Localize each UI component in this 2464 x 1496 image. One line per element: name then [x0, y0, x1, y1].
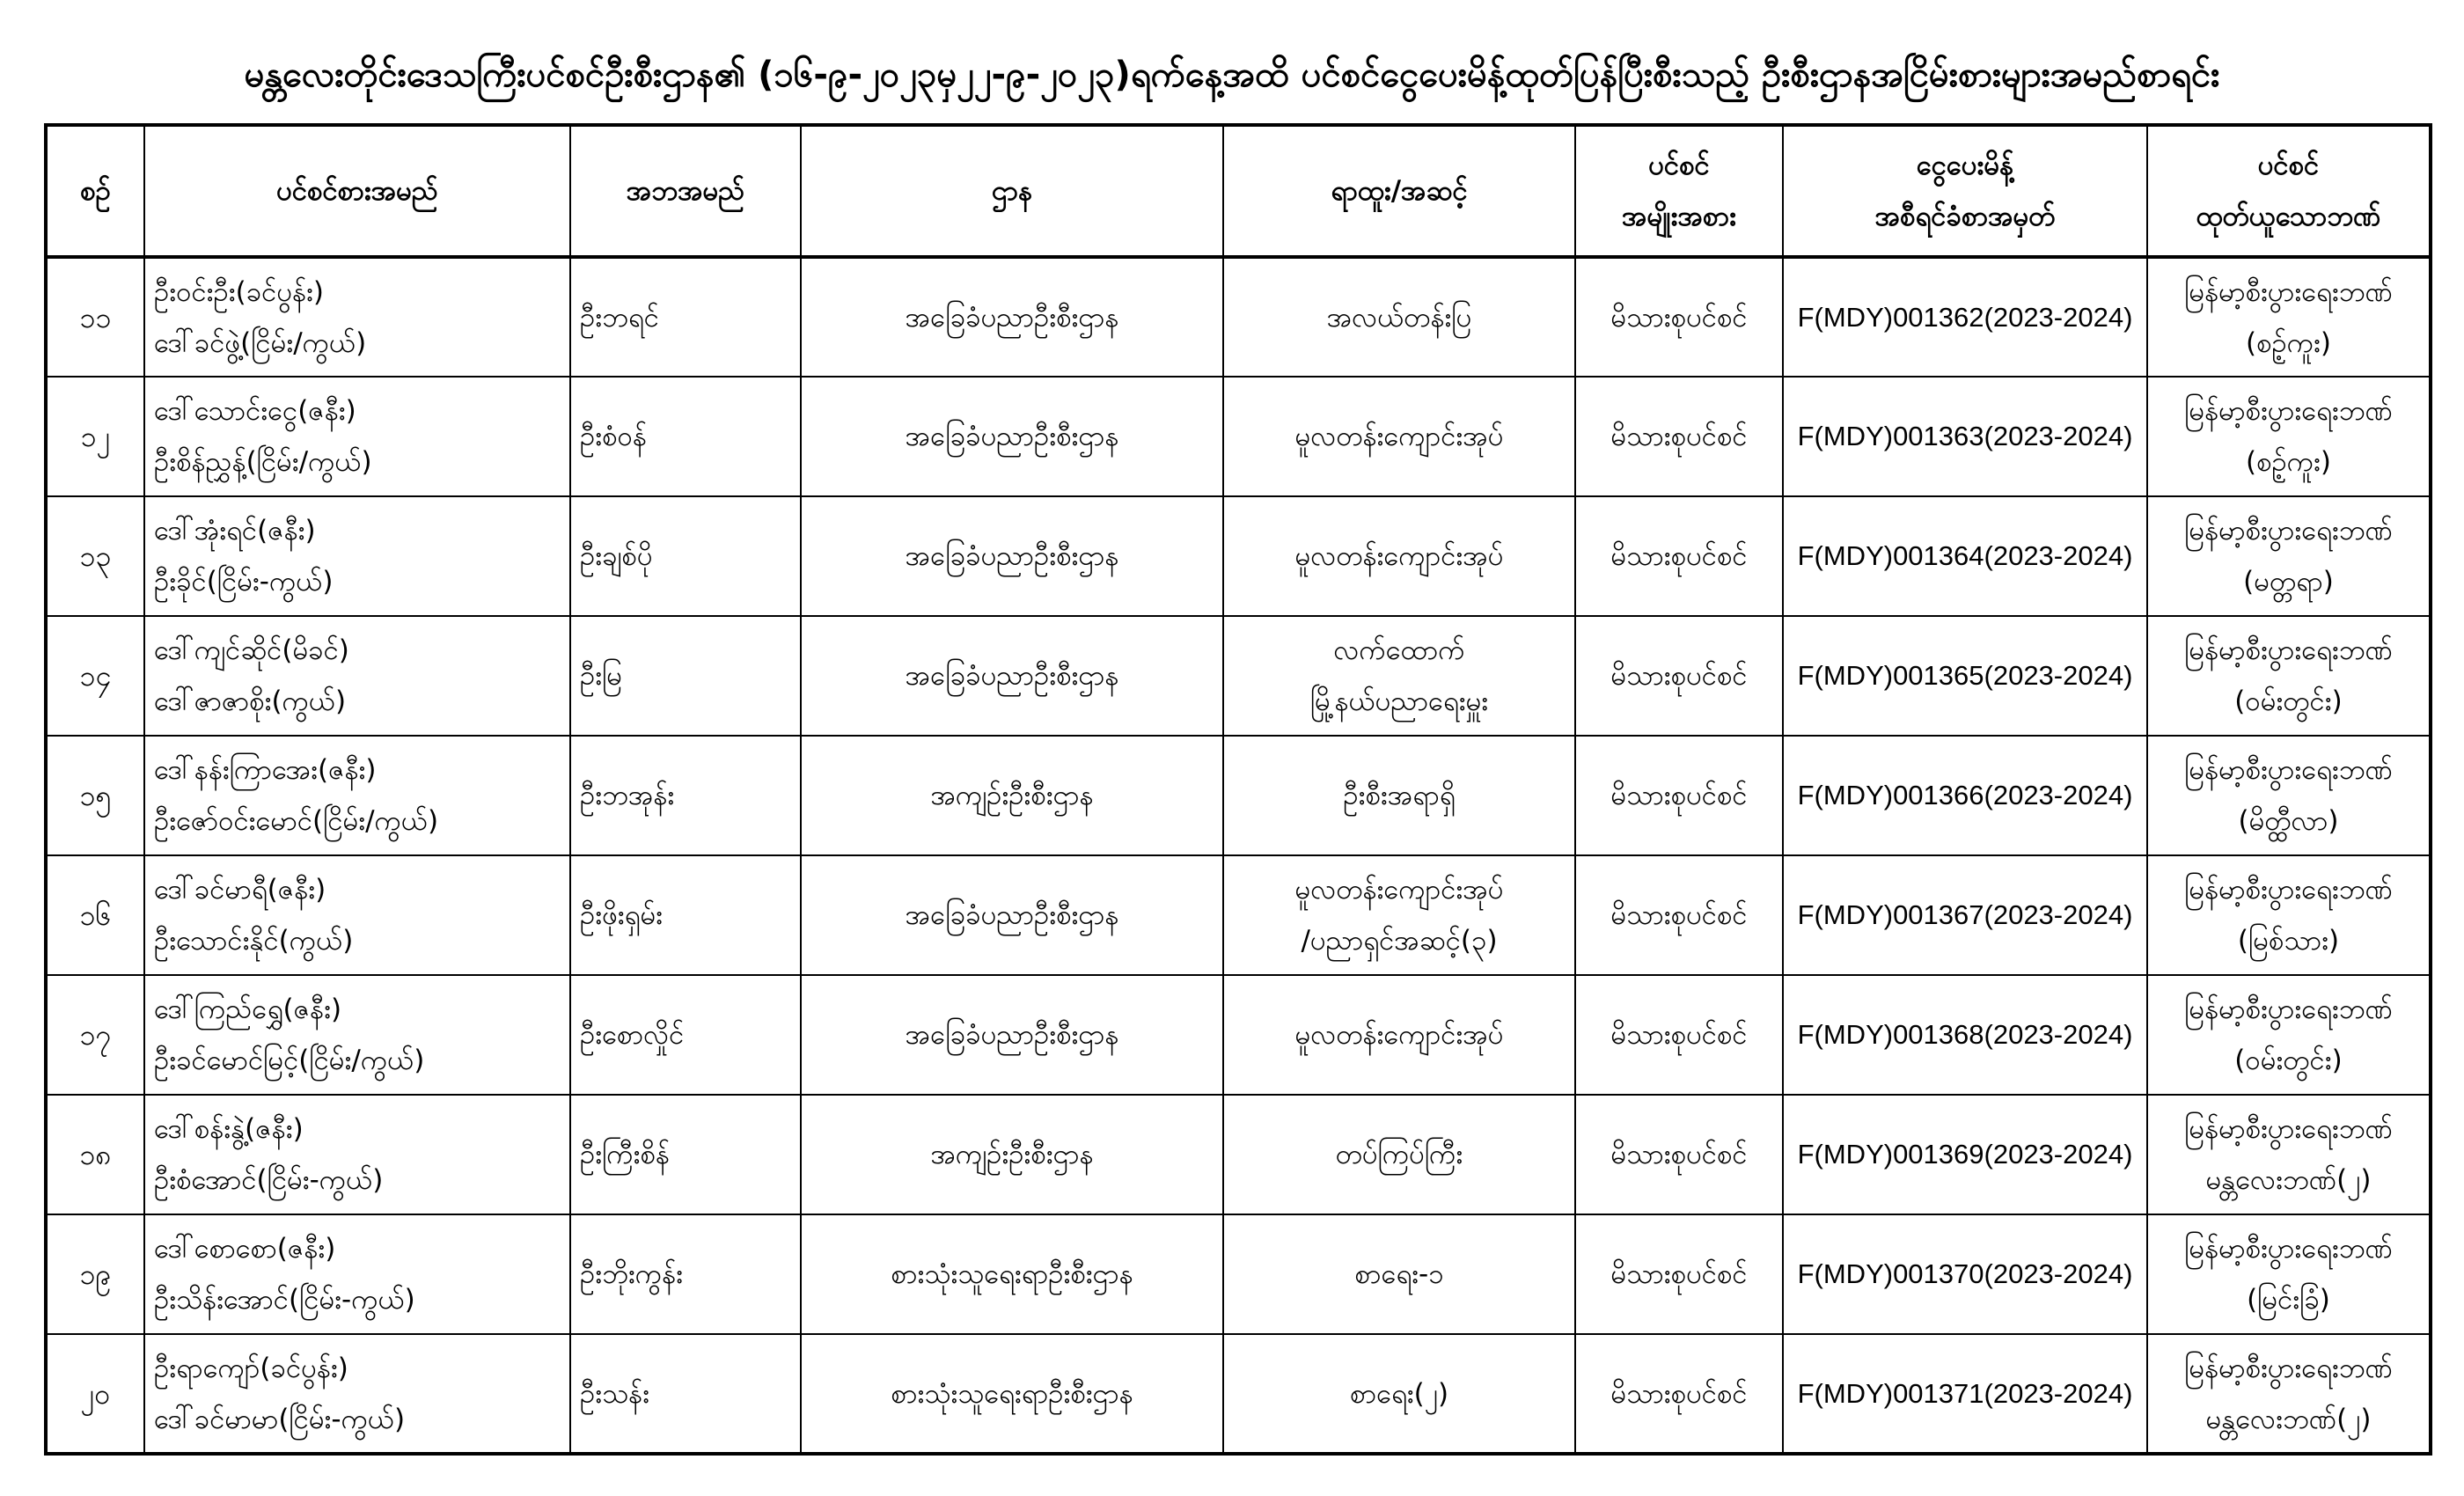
cell-text: စားသုံးသူရေးရာဦးစီးဌာန [891, 1258, 1133, 1290]
pensioner-name-cell [144, 736, 570, 855]
cell-text: ဦးခင်မောင်မြင့်(ငြိမ်း/ကွယ်) [154, 1045, 425, 1076]
position-cell [1223, 1095, 1575, 1214]
position-cell [1223, 257, 1575, 377]
cell-text: မူလတန်းကျောင်းအုပ် [1294, 874, 1504, 906]
department-cell [801, 1214, 1223, 1334]
cell-text: ၁၉ [79, 1258, 112, 1291]
header-label: ပင်စင် [2257, 150, 2320, 181]
cell-text: ၁၆ [79, 898, 112, 932]
pensioner-name-cell [144, 257, 570, 377]
cell-text: ဒေါ်သောင်းငွေ(ဇနီး) [154, 395, 356, 427]
header-label: ပင်စင် [1648, 150, 1710, 181]
cell-text: မိသားစုပင်စင် [1610, 660, 1748, 692]
header-order-number [1783, 125, 2147, 257]
serial-cell [46, 616, 144, 736]
cell-text: လက်ထောက် [1333, 634, 1465, 666]
bank-cell [2147, 496, 2431, 616]
cell-text: (မြင်းခြံ) [2247, 1284, 2330, 1316]
cell-text: စာရေး(၂) [1349, 1377, 1449, 1410]
order-number-cell [1783, 616, 2147, 736]
position-cell [1223, 975, 1575, 1095]
table-header-row [46, 125, 2431, 257]
table-row [46, 975, 2431, 1095]
cell-text: ဒေါ်ကျင်ဆိုင်(မိခင်) [154, 634, 349, 666]
cell-text: မိသားစုပင်စင် [1610, 1139, 1748, 1170]
cell-text: ဦးဘရင် [580, 301, 659, 334]
bank-cell [2147, 377, 2431, 496]
pensioner-name-cell [144, 496, 570, 616]
cell-text: ၂၀ [80, 1376, 111, 1411]
cell-text: ဒေါ်အုံးရင်(ဇနီး) [154, 515, 316, 546]
serial-cell [46, 257, 144, 377]
table-row [46, 257, 2431, 377]
pensioner-name-cell [144, 1214, 570, 1334]
pensioner-name-cell [144, 855, 570, 975]
cell-text: (မတ္တရာ) [2243, 566, 2334, 598]
father-name-cell [570, 975, 801, 1095]
pension-type-cell [1575, 855, 1783, 975]
cell-text: အခြေခံပညာဦးစီးဌာန [905, 899, 1119, 931]
cell-text: ဦးချစ်ပို [580, 540, 653, 572]
father-name-cell [570, 855, 801, 975]
cell-text: မြန်မာ့စီးပွားရေးဘဏ် [2184, 1113, 2393, 1145]
order-number-cell [1783, 855, 2147, 975]
cell-text: (ဝမ်းတွင်း) [2234, 686, 2343, 717]
cell-text: ဦးဇော်ဝင်းမောင်(ငြိမ်း/ကွယ်) [154, 805, 439, 837]
order-number-cell [1783, 1214, 2147, 1334]
cell-text: ဦးခိုင်(ငြိမ်း-ကွယ်) [154, 566, 334, 598]
order-number-cell [1783, 975, 2147, 1095]
cell-text: (ဝမ်းတွင်း) [2234, 1045, 2343, 1076]
pension-type-cell [1575, 616, 1783, 736]
cell-text: ၁၂ [80, 420, 111, 453]
bank-cell [2147, 975, 2431, 1095]
cell-text: ၁၅ [79, 779, 112, 812]
serial-cell [46, 1214, 144, 1334]
cell-text: ဦးဘအုန်း [580, 780, 675, 811]
serial-cell [46, 736, 144, 855]
cell-text: (စဉ့်ကူး) [2245, 446, 2332, 478]
order-number-cell [1783, 1095, 2147, 1214]
table-row [46, 1214, 2431, 1334]
order-number-cell [1783, 496, 2147, 616]
cell-text: အခြေခံပညာဦးစီးဌာန [905, 421, 1119, 452]
bank-cell [2147, 855, 2431, 975]
header-label: အမျိုးအစား [1622, 201, 1736, 232]
header-label: အဘအမည် [626, 175, 745, 207]
position-cell [1223, 1334, 1575, 1454]
serial-cell [46, 377, 144, 496]
position-cell [1223, 616, 1575, 736]
department-cell [801, 257, 1223, 377]
cell-text: စားသုံးသူရေးရာဦးစီးဌာန [891, 1377, 1133, 1410]
cell-text: (မြစ်သား) [2237, 925, 2340, 957]
cell-text: မူလတန်းကျောင်းအုပ် [1294, 1019, 1504, 1051]
cell-text: ဒေါ်ခင်မာမာ(ငြိမ်း-ကွယ်) [154, 1403, 406, 1435]
header-pensioner-name [144, 125, 570, 257]
cell-text: ဦးသောင်းနိုင်(ကွယ်) [154, 925, 354, 957]
table-row [46, 736, 2431, 855]
cell-text: အကျဉ်းဦးစီးဌာန [930, 1139, 1094, 1170]
cell-text: ဦးသိန်းအောင်(ငြိမ်း-ကွယ်) [154, 1284, 415, 1316]
bank-cell [2147, 1214, 2431, 1334]
cell-text: ဒေါ်ကြည်ရွှေ(ဇနီး) [154, 994, 342, 1025]
position-cell [1223, 855, 1575, 975]
cell-text: F(MDY)001368(2023-2024) [1797, 1019, 2133, 1050]
cell-text: တပ်ကြပ်ကြီး [1335, 1139, 1463, 1170]
header-label: ငွေပေးမိန့် [1916, 150, 2014, 181]
position-cell [1223, 377, 1575, 496]
cell-text: ဒေါ်နန်းကြာအေး(ဇနီး) [154, 754, 377, 786]
header-label: အစီရင်ခံစာအမှတ် [1874, 201, 2056, 232]
position-cell [1223, 1214, 1575, 1334]
cell-text: မိသားစုပင်စင် [1610, 1258, 1748, 1290]
cell-text: (စဉ့်ကူး) [2245, 326, 2332, 359]
cell-text: F(MDY)001363(2023-2024) [1797, 421, 2133, 451]
position-cell [1223, 736, 1575, 855]
cell-text: /ပညာရှင်အဆင့်(၃) [1301, 925, 1498, 957]
cell-text: ဒေါ်စောစော(ဇနီး) [154, 1233, 336, 1265]
pension-type-cell [1575, 736, 1783, 855]
cell-text: မြန်မာ့စီးပွားရေးဘဏ် [2184, 1352, 2393, 1384]
serial-cell [46, 975, 144, 1095]
cell-text: F(MDY)001371(2023-2024) [1797, 1377, 2133, 1409]
cell-text: F(MDY)001369(2023-2024) [1797, 1139, 2133, 1170]
cell-text: မြန်မာ့စီးပွားရေးဘဏ် [2184, 754, 2393, 786]
cell-text: F(MDY)001362(2023-2024) [1797, 301, 2133, 333]
cell-text: မြို့နယ်ပညာရေးမှူး [1309, 686, 1489, 717]
cell-text: မိသားစုပင်စင် [1610, 540, 1748, 572]
cell-text: F(MDY)001370(2023-2024) [1797, 1258, 2133, 1289]
header-serial [46, 125, 144, 257]
order-number-cell [1783, 736, 2147, 855]
header-label: ပင်စင်စားအမည် [276, 175, 438, 207]
department-cell [801, 377, 1223, 496]
father-name-cell [570, 257, 801, 377]
father-name-cell [570, 736, 801, 855]
position-cell [1223, 496, 1575, 616]
father-name-cell [570, 1095, 801, 1214]
header-label: ရာထူး/အဆင့် [1331, 175, 1468, 207]
father-name-cell [570, 1334, 801, 1454]
cell-text: F(MDY)001366(2023-2024) [1797, 780, 2133, 810]
pension-type-cell [1575, 1095, 1783, 1214]
cell-text: ဦးဘိုးကွန်း [580, 1258, 684, 1290]
cell-text: စာရေး-၁ [1354, 1258, 1444, 1290]
cell-text: ဒေါ်စန်းနွဲ့(ဇနီး) [154, 1113, 304, 1145]
bank-cell [2147, 1334, 2431, 1454]
cell-text: ဒေါ်ခင်ဖွဲ့(ငြိမ်း/ကွယ်) [154, 326, 367, 359]
table-row [46, 1334, 2431, 1454]
cell-text: မိသားစုပင်စင် [1610, 780, 1748, 811]
cell-text: မိသားစုပင်စင် [1610, 301, 1748, 334]
cell-text: ၁၃ [79, 539, 112, 573]
department-cell [801, 496, 1223, 616]
table-row [46, 377, 2431, 496]
cell-text: ဦးစိန်ညွှန့်(ငြိမ်း/ကွယ်) [154, 446, 372, 478]
table-body [46, 257, 2431, 1454]
cell-text: မိသားစုပင်စင် [1610, 899, 1748, 931]
pensioner-name-cell [144, 975, 570, 1095]
header-position [1223, 125, 1575, 257]
cell-text: ဦးသန်း [580, 1377, 649, 1410]
pension-type-cell [1575, 1334, 1783, 1454]
pension-type-cell [1575, 257, 1783, 377]
cell-text: ၁၄ [79, 659, 112, 693]
cell-text: အခြေခံပညာဦးစီးဌာန [905, 660, 1119, 692]
table-row [46, 496, 2431, 616]
cell-text: အလယ်တန်းပြ [1326, 301, 1472, 334]
cell-text: အခြေခံပညာဦးစီးဌာန [905, 1019, 1119, 1051]
cell-text: ဦးစီးအရာရှိ [1343, 780, 1456, 811]
table-row [46, 855, 2431, 975]
bank-cell [2147, 616, 2431, 736]
department-cell [801, 1334, 1223, 1454]
cell-text: မန္တလေးဘဏ်(၂) [2205, 1164, 2372, 1196]
father-name-cell [570, 616, 801, 736]
pension-type-cell [1575, 1214, 1783, 1334]
header-father-name [570, 125, 801, 257]
father-name-cell [570, 377, 801, 496]
table-row [46, 1095, 2431, 1214]
cell-text: ဦးမြ [580, 660, 622, 692]
cell-text: မြန်မာ့စီးပွားရေးဘဏ် [2184, 634, 2393, 666]
cell-text: မြန်မာ့စီးပွားရေးဘဏ် [2184, 994, 2393, 1025]
header-bank [2147, 125, 2431, 257]
header-department [801, 125, 1223, 257]
bank-cell [2147, 736, 2431, 855]
bank-cell [2147, 257, 2431, 377]
pension-type-cell [1575, 496, 1783, 616]
header-label: ဌာန [992, 175, 1032, 207]
pensioner-name-cell [144, 1334, 570, 1454]
header-label: ထုတ်ယူသောဘဏ် [2196, 201, 2381, 232]
cell-text: မန္တလေးဘဏ်(၂) [2205, 1403, 2372, 1435]
cell-text: မြန်မာ့စီးပွားရေးဘဏ် [2184, 515, 2393, 546]
department-cell [801, 1095, 1223, 1214]
cell-text: ၁၈ [79, 1138, 112, 1171]
header-label: စဉ် [80, 175, 111, 207]
cell-text: ဦးရာကျော်(ခင်ပွန်း) [154, 1352, 348, 1384]
cell-text: F(MDY)001365(2023-2024) [1797, 660, 2133, 691]
cell-text: မူလတန်းကျောင်းအုပ် [1294, 421, 1504, 452]
department-cell [801, 975, 1223, 1095]
father-name-cell [570, 496, 801, 616]
cell-text: ဦးဝင်းဦး(ခင်ပွန်း) [154, 275, 325, 308]
cell-text: မူလတန်းကျောင်းအုပ် [1294, 540, 1504, 572]
pensioner-name-cell [144, 1095, 570, 1214]
cell-text: ဦးဖိုးရှမ်း [580, 899, 664, 931]
cell-text: ၁၇ [79, 1018, 112, 1052]
cell-text: မိသားစုပင်စင် [1610, 1377, 1748, 1410]
order-number-cell [1783, 257, 2147, 377]
department-cell [801, 855, 1223, 975]
cell-text: F(MDY)001367(2023-2024) [1797, 899, 2133, 930]
father-name-cell [570, 1214, 801, 1334]
department-cell [801, 736, 1223, 855]
cell-text: (မိတ္ထီလာ) [2238, 805, 2339, 837]
cell-text: မြန်မာ့စီးပွားရေးဘဏ် [2184, 874, 2393, 906]
cell-text: ဦးစံအောင်(ငြိမ်း-ကွယ်) [154, 1164, 384, 1196]
pension-table [44, 123, 2432, 1456]
bank-cell [2147, 1095, 2431, 1214]
serial-cell [46, 496, 144, 616]
order-number-cell [1783, 1334, 2147, 1454]
pensioner-name-cell [144, 616, 570, 736]
header-pension-type [1575, 125, 1783, 257]
cell-text: ဦးကြီးစိန် [580, 1139, 670, 1170]
cell-text: အခြေခံပညာဦးစီးဌာန [905, 540, 1119, 572]
cell-text: မြန်မာ့စီးပွားရေးဘဏ် [2184, 395, 2393, 427]
pension-type-cell [1575, 377, 1783, 496]
cell-text: ဦးစောလှိုင် [580, 1019, 685, 1051]
cell-text: ဦးစံဝန် [580, 421, 647, 452]
cell-text: ဒေါ်ခင်မာရီ(ဇနီး) [154, 874, 326, 906]
cell-text: ဒေါ်ဇာဇာစိုး(ကွယ်) [154, 686, 347, 717]
serial-cell [46, 1334, 144, 1454]
cell-text: F(MDY)001364(2023-2024) [1797, 540, 2133, 571]
serial-cell [46, 1095, 144, 1214]
cell-text: မြန်မာ့စီးပွားရေးဘဏ် [2184, 1233, 2393, 1265]
cell-text: မိသားစုပင်စင် [1610, 1019, 1748, 1051]
serial-cell [46, 855, 144, 975]
pension-type-cell [1575, 975, 1783, 1095]
cell-text: မိသားစုပင်စင် [1610, 421, 1748, 452]
table-row [46, 616, 2431, 736]
cell-text: မြန်မာ့စီးပွားရေးဘဏ် [2184, 275, 2393, 308]
pensioner-name-cell [144, 377, 570, 496]
cell-text: အခြေခံပညာဦးစီးဌာန [905, 301, 1119, 334]
cell-text: ၁၁ [79, 300, 112, 334]
cell-text: အကျဉ်းဦးစီးဌာန [930, 780, 1094, 811]
department-cell [801, 616, 1223, 736]
page-title: မန္တလေးတိုင်းဒေသကြီးပင်စင်ဦးစီးဌာန၏ (၁၆-၉-၂၀၂၃မှ၂၂-၉-၂၀၂၃)ရက်နေ့အထိ ပင်စင်ငွေပေးမိန့်ထုတ်ပြန်ပြီးစီးသည့် ဦးစီးဌာနအငြိမ်းစားများအမည်စာရင်း [244, 55, 2220, 95]
order-number-cell [1783, 377, 2147, 496]
